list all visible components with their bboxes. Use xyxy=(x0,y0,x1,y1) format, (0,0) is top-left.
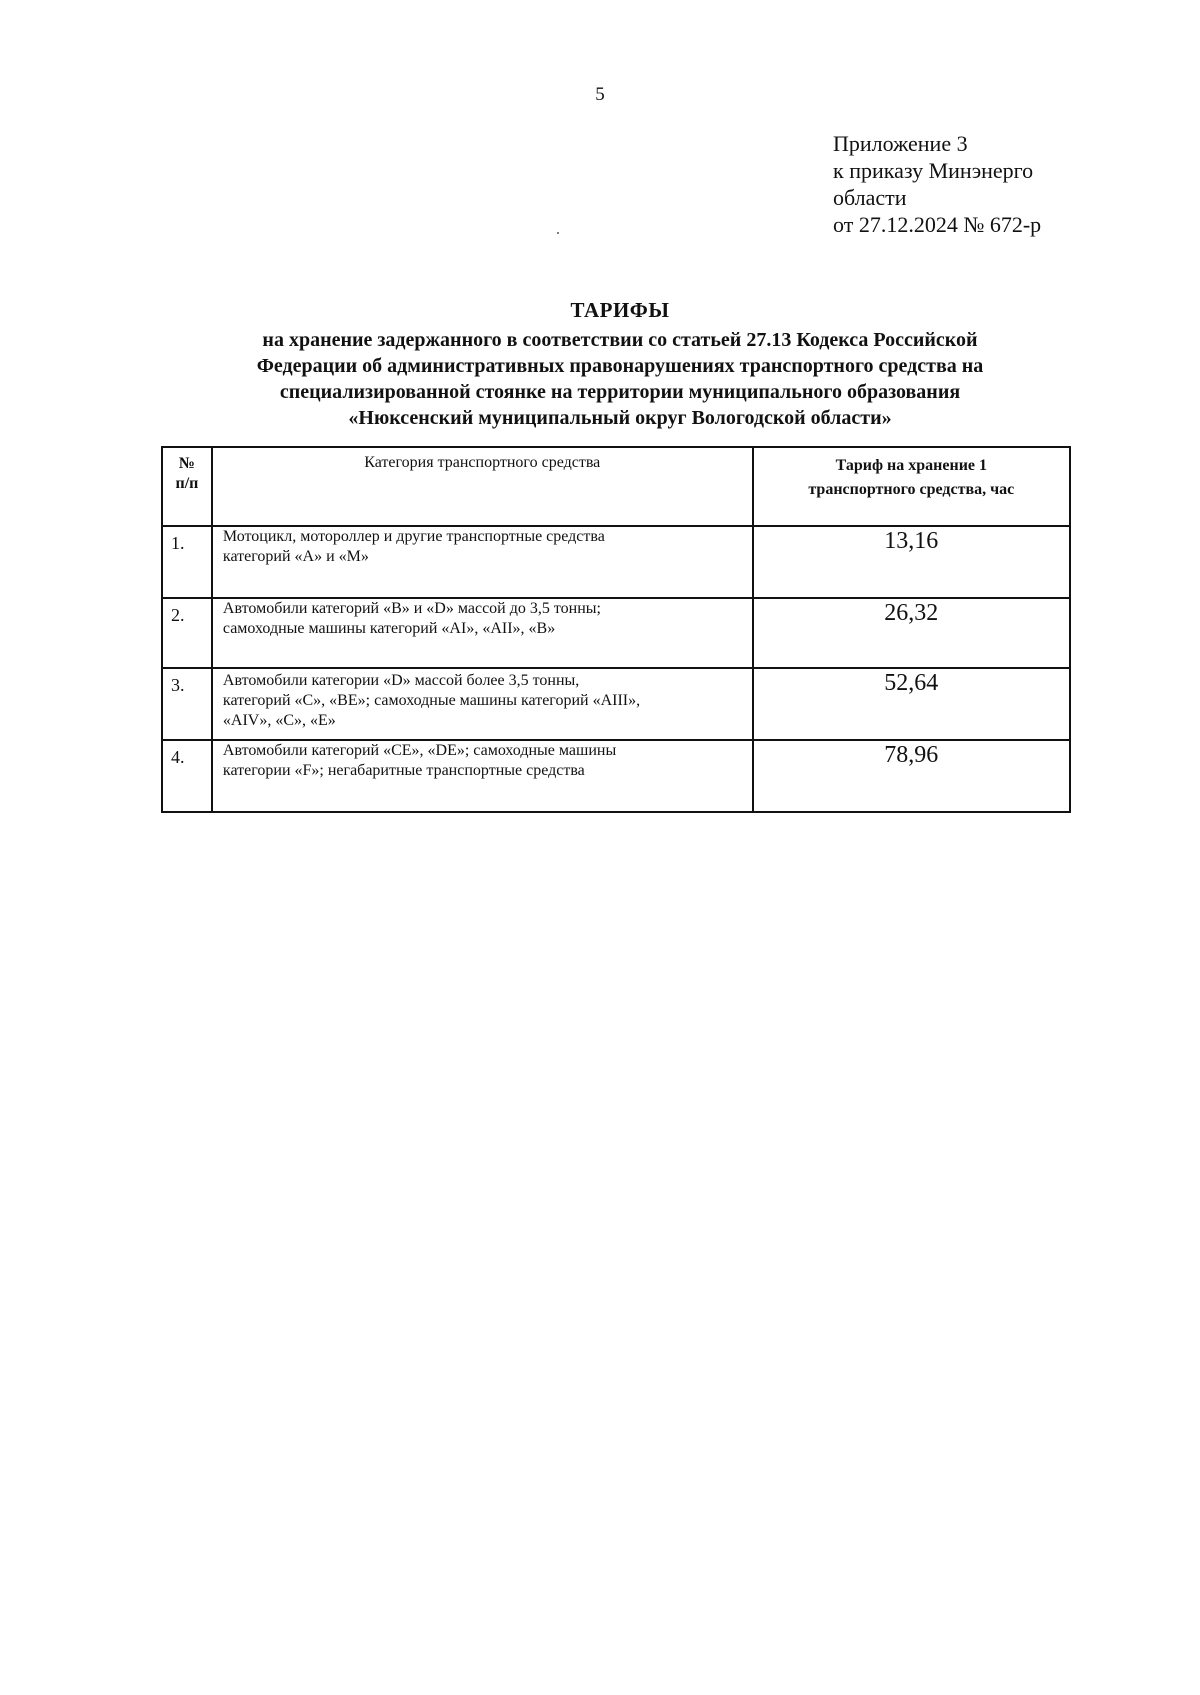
header-tariff-line: Тариф на хранение 1 xyxy=(835,457,988,474)
category-line: Мотоцикл, мотороллер и другие транспортные средства xyxy=(222,528,605,545)
header-number-symbol: № xyxy=(178,455,195,472)
page-number: 5 xyxy=(595,84,605,105)
header-category: Категория транспортного средства xyxy=(212,447,753,526)
table-row xyxy=(162,668,1070,740)
document-title xyxy=(150,298,1090,431)
row-category xyxy=(212,740,753,812)
header-tariff-line: транспортного средства, час xyxy=(808,481,1015,498)
row-number: 2. xyxy=(162,598,212,668)
category-line: категории «F»; негабаритные транспортные средства xyxy=(222,762,585,779)
appendix-line: от 27.12.2024 № 672-р xyxy=(833,212,1042,237)
row-number: 3. xyxy=(162,668,212,740)
row-category xyxy=(212,526,753,598)
row-category xyxy=(212,668,753,740)
category-line: категорий «С», «ВЕ»; самоходные машины категорий «AIII», xyxy=(222,692,641,709)
appendix-line: области xyxy=(833,185,907,210)
title-line: на хранение задержанного в соответствии со статьей 27.13 Кодекса Российской xyxy=(262,329,978,351)
appendix-line: к приказу Минэнерго xyxy=(833,158,1034,183)
row-tariff: 52,64 xyxy=(753,668,1070,740)
scan-speck xyxy=(557,232,559,234)
title-line: «Нюксенский муниципальный округ Вологодской области» xyxy=(348,407,892,429)
row-number: 1. xyxy=(162,526,212,598)
row-tariff: 13,16 xyxy=(753,526,1070,598)
header-number-abbrev: п/п xyxy=(175,475,199,492)
row-tariff: 26,32 xyxy=(753,598,1070,668)
title-line: специализированной стоянке на территории муниципального образования xyxy=(279,381,961,403)
header-tariff xyxy=(753,447,1070,526)
table-header-row xyxy=(162,447,1070,526)
table-row xyxy=(162,740,1070,812)
appendix-line: Приложение 3 xyxy=(833,131,968,156)
category-line: Автомобили категории «D» массой более 3,5 тонны, xyxy=(222,672,580,689)
row-number: 4. xyxy=(162,740,212,812)
title-main: ТАРИФЫ xyxy=(570,298,670,322)
category-line: категорий «А» и «М» xyxy=(222,548,369,565)
appendix-reference xyxy=(833,130,1163,238)
title-line: Федерации об административных правонарушениях транспортного средства на xyxy=(256,355,984,377)
category-line: Автомобили категорий «В» и «D» массой до 3,5 тонны; xyxy=(222,600,601,617)
table-row xyxy=(162,598,1070,668)
row-category xyxy=(212,598,753,668)
category-line: самоходные машины категорий «AI», «AII», «В» xyxy=(222,620,556,637)
table-row xyxy=(162,526,1070,598)
category-line: Автомобили категорий «СЕ», «DE»; самоходные машины xyxy=(222,742,617,759)
header-number xyxy=(162,447,212,526)
category-line: «AIV», «С», «Е» xyxy=(222,712,336,729)
row-tariff: 78,96 xyxy=(753,740,1070,812)
tariffs-table xyxy=(161,446,1071,813)
